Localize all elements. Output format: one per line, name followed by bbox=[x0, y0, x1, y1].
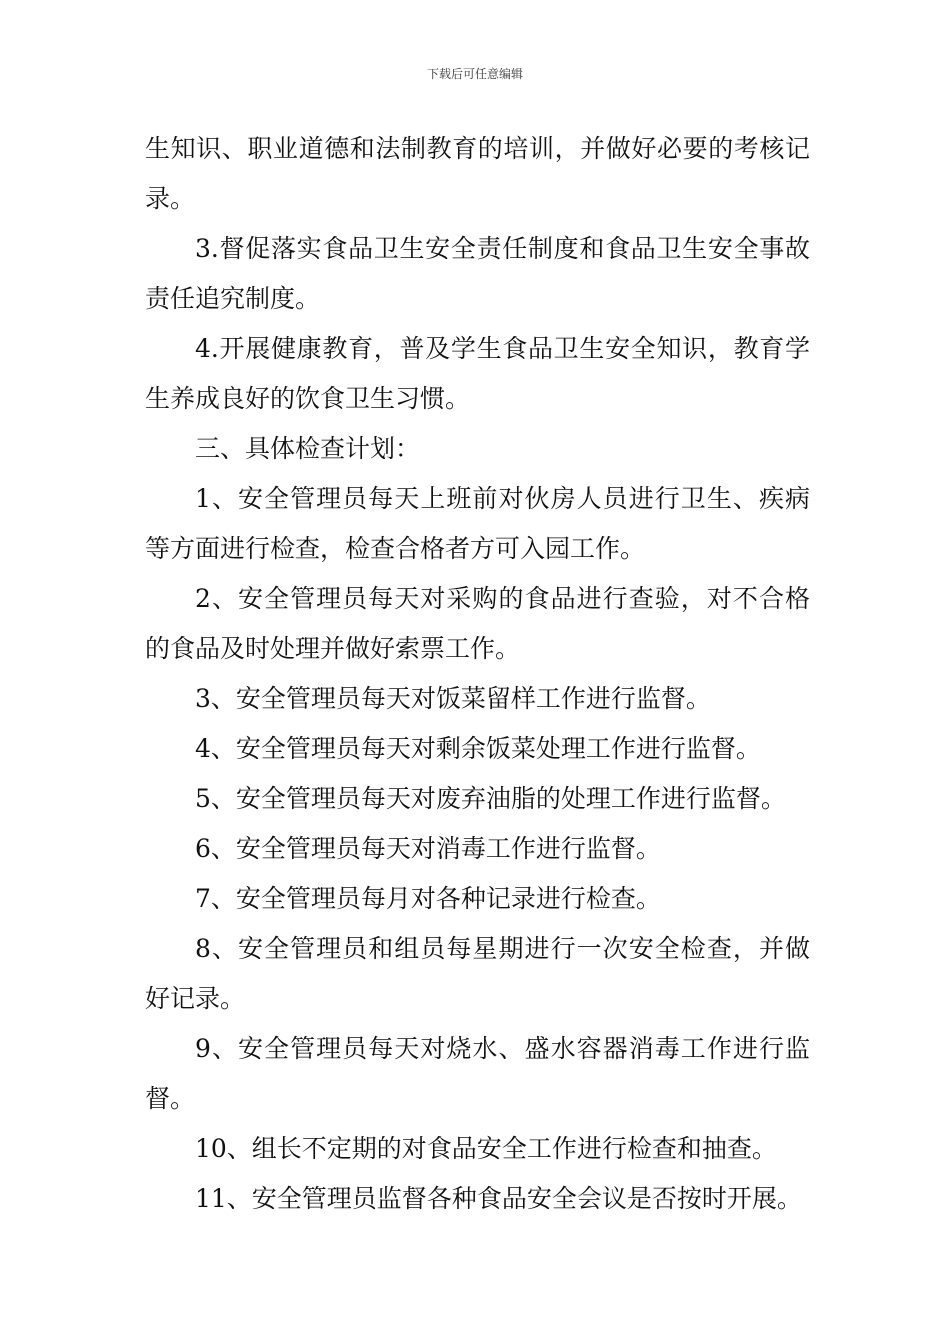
plan-item-11: 11、安全管理员监督各种食品安全会议是否按时开展。 bbox=[195, 1184, 802, 1213]
plan-item-10: 10、组长不定期的对食品安全工作进行检查和抽查。 bbox=[195, 1134, 777, 1163]
plan-item-5: 5、安全管理员每天对废弃油脂的处理工作进行监督。 bbox=[195, 784, 786, 813]
paragraph-item-3: 3.督促落实食品卫生安全责任制度和食品卫生安全事故责任追究制度。 bbox=[145, 234, 810, 313]
plan-item-2: 2、安全管理员每天对采购的食品进行查验，对不合格的食品及时处理并做好索票工作。 bbox=[145, 584, 810, 663]
plan-item-3: 3、安全管理员每天对饭菜留样工作进行监督。 bbox=[195, 684, 711, 713]
plan-item-1: 1、安全管理员每天上班前对伙房人员进行卫生、疾病等方面进行检查，检查合格者方可入园工作。 bbox=[145, 484, 810, 563]
document-body bbox=[145, 124, 810, 1224]
plan-item-8: 8、安全管理员和组员每星期进行一次安全检查，并做好记录。 bbox=[145, 934, 810, 1013]
page-header: 下载后可任意编辑 bbox=[426, 67, 523, 81]
plan-item-9: 9、安全管理员每天对烧水、盛水容器消毒工作进行监督。 bbox=[145, 1034, 810, 1113]
paragraph-item-4: 4.开展健康教育，普及学生食品卫生安全知识，教育学生养成良好的饮食卫生习惯。 bbox=[145, 334, 810, 413]
plan-item-7: 7、安全管理员每月对各种记录进行检查。 bbox=[195, 884, 661, 913]
section-heading-inspection-plan: 三、具体检查计划： bbox=[195, 434, 421, 463]
paragraph-continued: 生知识、职业道德和法制教育的培训，并做好必要的考核记录。 bbox=[145, 134, 810, 213]
plan-item-4: 4、安全管理员每天对剩余饭菜处理工作进行监督。 bbox=[195, 734, 761, 763]
plan-item-6: 6、安全管理员每天对消毒工作进行监督。 bbox=[195, 834, 661, 863]
